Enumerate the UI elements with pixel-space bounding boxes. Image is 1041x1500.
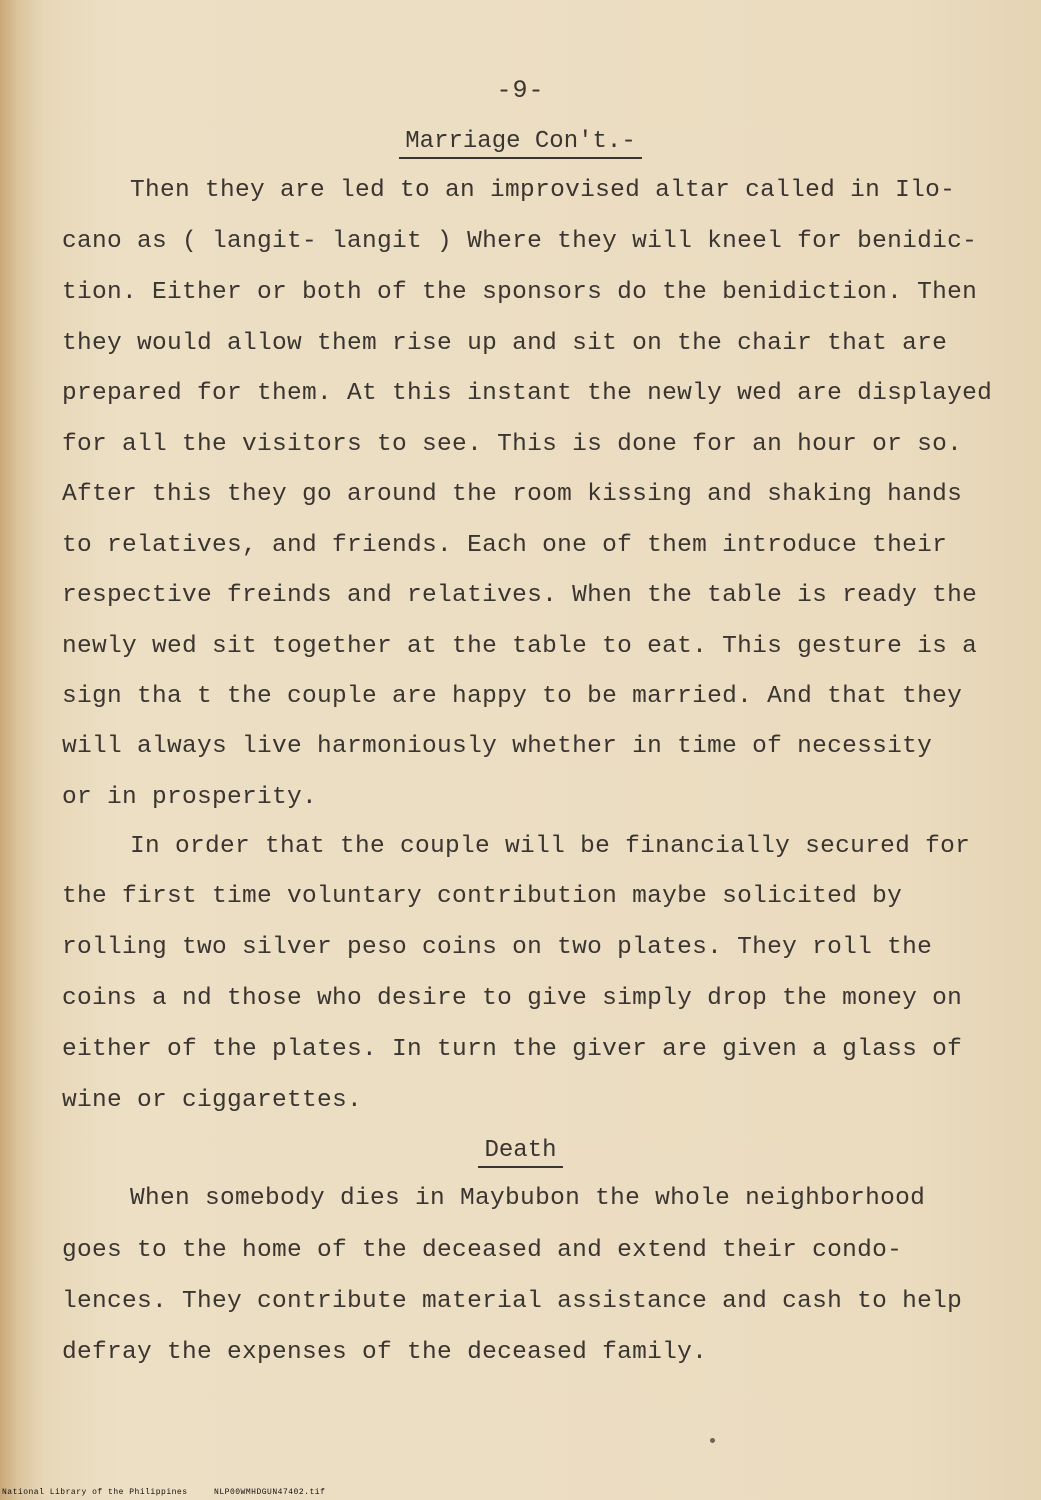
text-line: cano as ( langit- langit ) Where they will kneel for benidic- <box>62 228 978 255</box>
footer-library: National Library of the Philippines <box>2 1488 188 1497</box>
heading-death-text: Death <box>478 1137 562 1168</box>
text-line: they would allow them rise up and sit on the chair that are <box>62 330 948 357</box>
text-line: newly wed sit together at the table to eat. This gesture is a <box>62 633 978 660</box>
scan-footer <box>2 1488 325 1497</box>
heading-marriage <box>0 128 1041 155</box>
text-line: lences. They contribute material assistance and cash to help <box>62 1288 963 1315</box>
text-line: In order that the couple will be financially secured for <box>130 833 971 860</box>
ink-spot <box>710 1438 715 1443</box>
text-line: the first time voluntary contribution maybe solicited by <box>62 883 903 910</box>
text-line: tion. Either or both of the sponsors do the benidiction. Then <box>62 279 978 306</box>
text-line: for all the visitors to see. This is done for an hour or so. <box>62 431 963 458</box>
text-line: goes to the home of the deceased and extend their condo- <box>62 1237 903 1264</box>
heading-death <box>0 1137 1041 1164</box>
text-line: either of the plates. In turn the giver are given a glass of <box>62 1036 963 1063</box>
text-line: respective freinds and relatives. When the table is ready the <box>62 582 978 609</box>
text-line: will always live harmoniously whether in time of necessity <box>62 733 933 760</box>
text-line: When somebody dies in Maybubon the whole neighborhood <box>130 1185 926 1212</box>
text-line: Then they are led to an improvised altar called in Ilo- <box>130 177 956 204</box>
text-line: After this they go around the room kissing and shaking hands <box>62 481 963 508</box>
text-line: or in prosperity. <box>62 784 318 811</box>
page-number: -9- <box>496 76 545 105</box>
text-line: coins a nd those who desire to give simply drop the money on <box>62 985 963 1012</box>
heading-marriage-text: Marriage Con't.- <box>399 128 641 159</box>
footer-filename: NLP00WMHDGUN47402.tif <box>214 1488 326 1497</box>
text-line: sign tha t the couple are happy to be married. And that they <box>62 683 963 710</box>
text-line: wine or ciggarettes. <box>62 1087 363 1114</box>
text-line: prepared for them. At this instant the newly wed are displayed <box>62 380 993 407</box>
text-line: to relatives, and friends. Each one of them introduce their <box>62 532 948 559</box>
text-line: defray the expenses of the deceased family. <box>62 1339 708 1366</box>
text-line: rolling two silver peso coins on two plates. They roll the <box>62 934 933 961</box>
